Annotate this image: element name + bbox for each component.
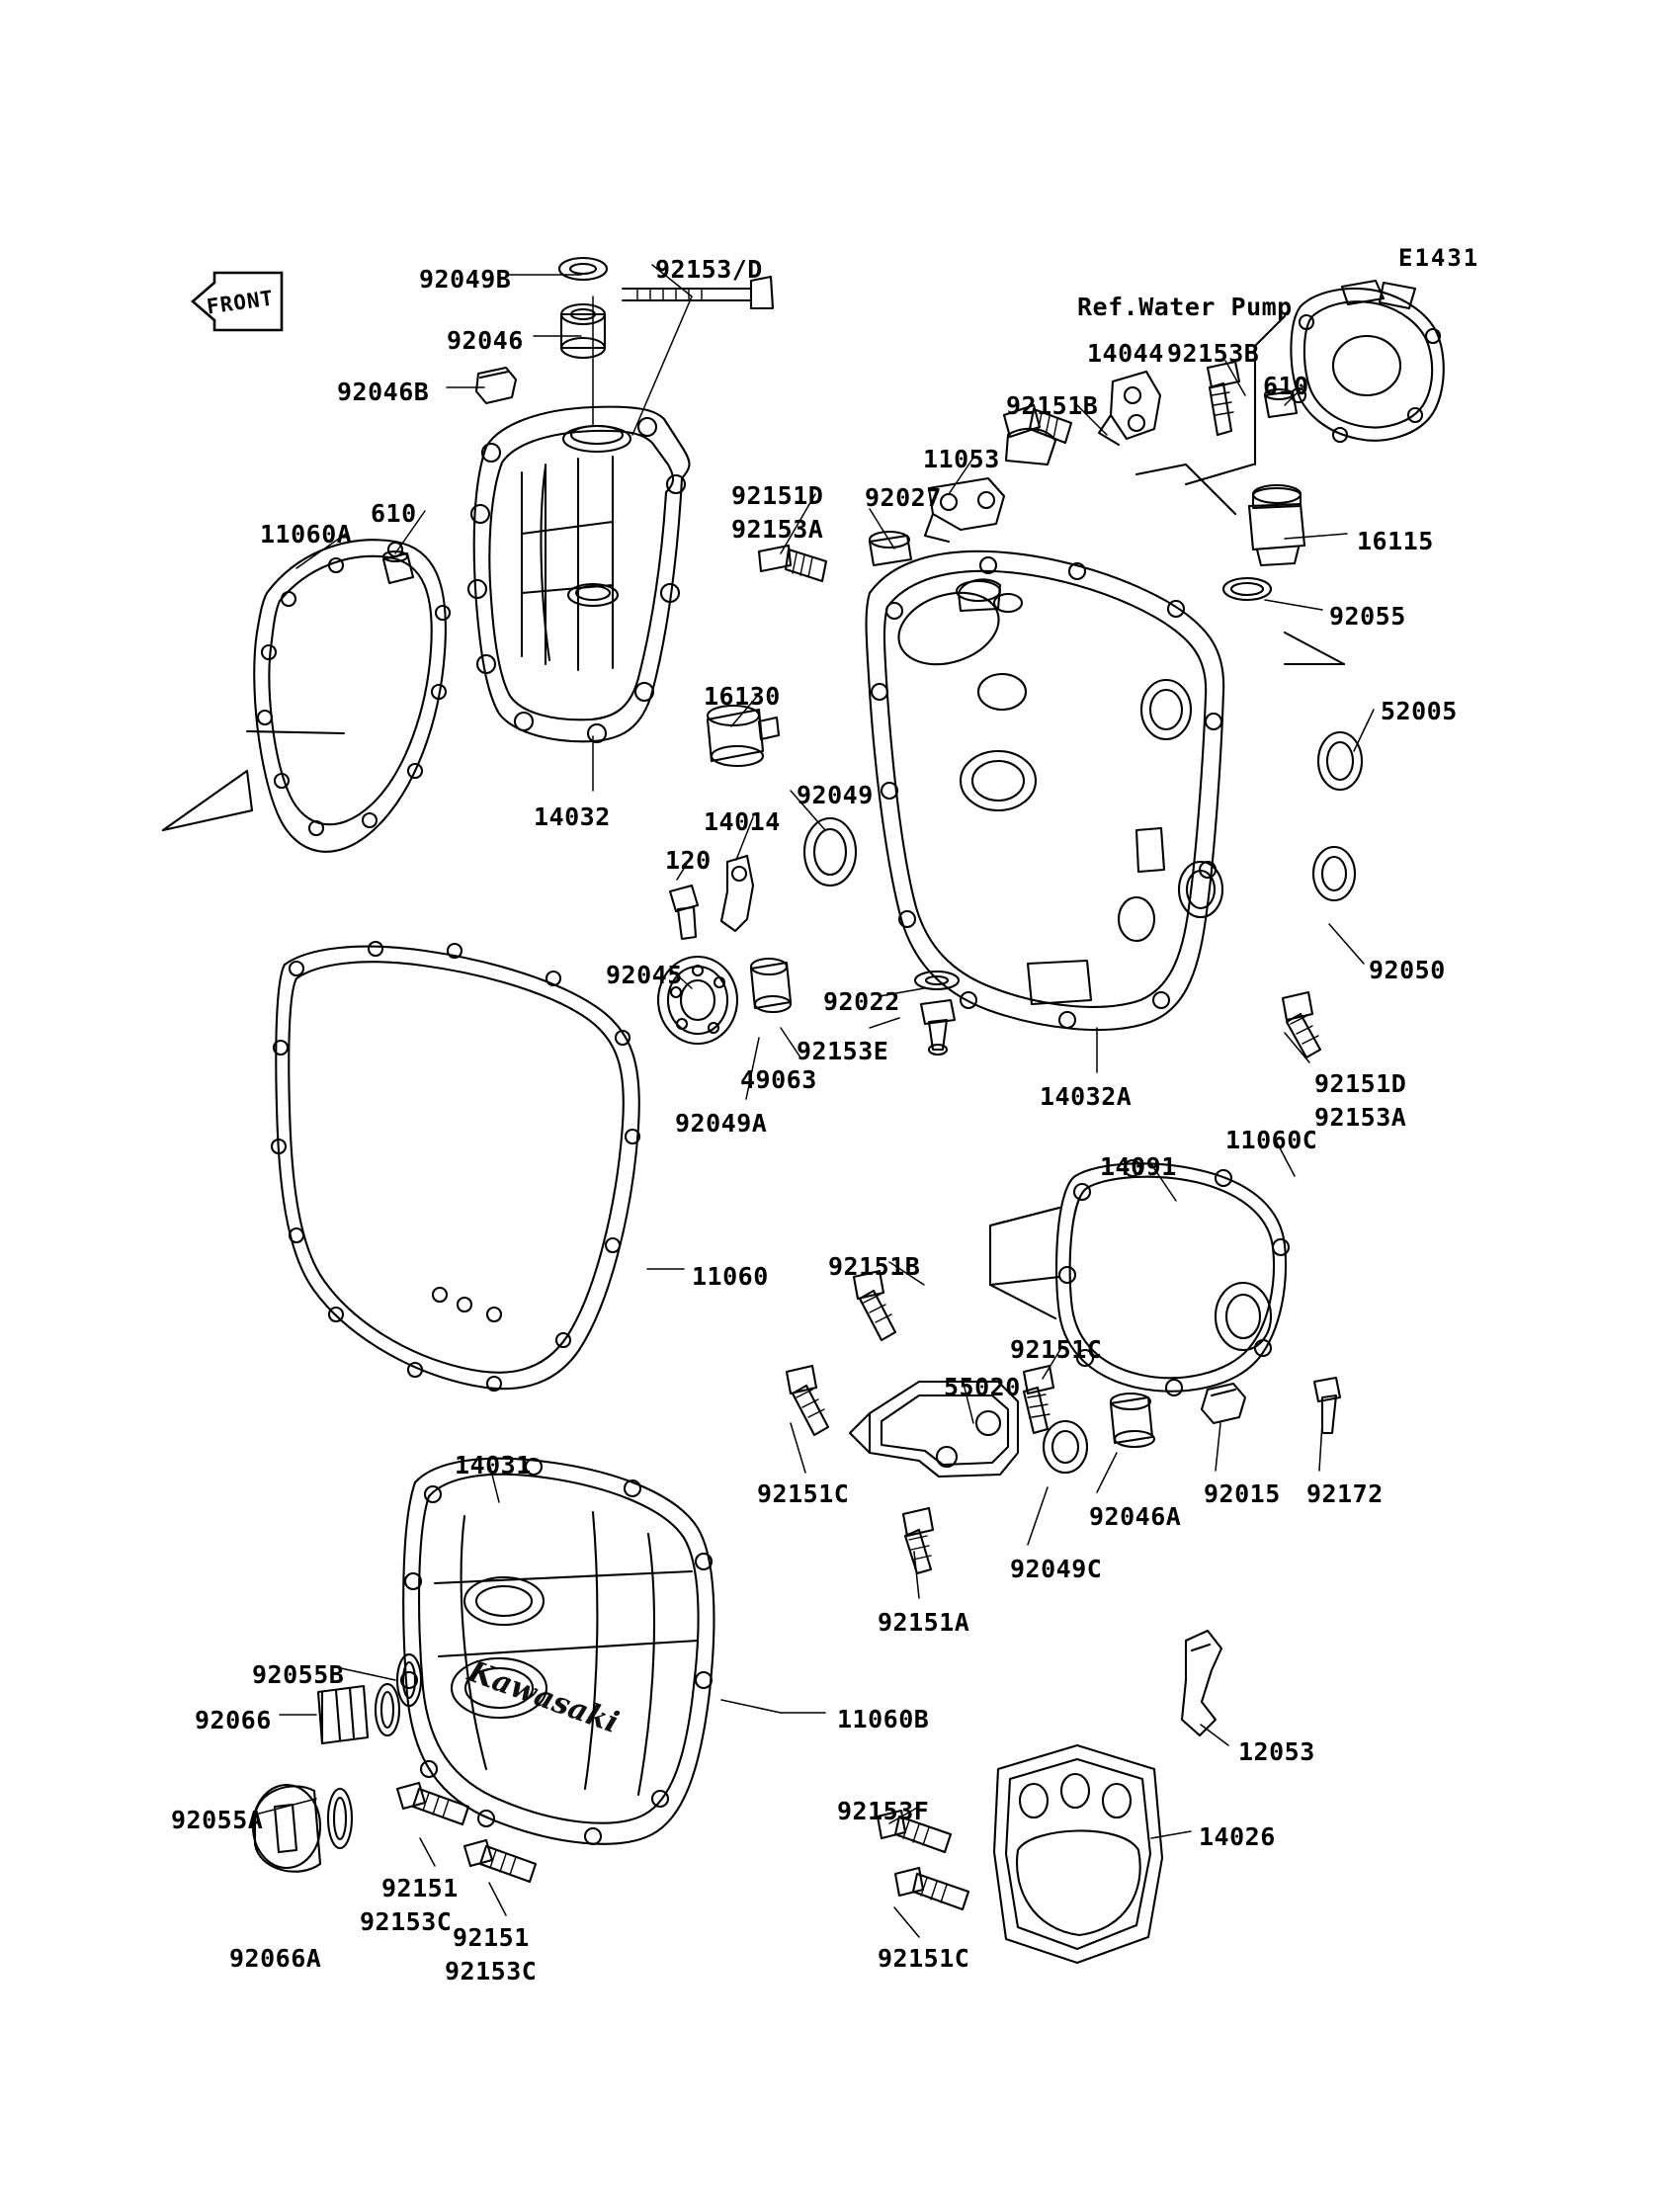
part-number-label[interactable]: 12053 — [1238, 1737, 1315, 1766]
part-number-label[interactable]: 92151 — [381, 1874, 459, 1902]
part-number-label[interactable]: 14032 — [534, 803, 611, 831]
part-number-label[interactable]: 92022 — [823, 987, 900, 1016]
part-number-label[interactable]: 92151C — [1010, 1335, 1103, 1364]
part-number-label[interactable]: 92049A — [675, 1109, 768, 1138]
part-number-label[interactable]: 120 — [665, 846, 712, 875]
brand-mark: Kawasaki — [462, 1653, 624, 1741]
front-marker-label: FRONT — [205, 286, 276, 319]
part-number-label[interactable]: 92055 — [1329, 602, 1406, 631]
part-number-label[interactable]: 92153A — [731, 515, 824, 544]
part-number-label[interactable]: 92151C — [757, 1479, 850, 1508]
part-number-label[interactable]: 92055B — [252, 1660, 345, 1689]
part-number-label[interactable]: 92066 — [195, 1706, 272, 1734]
part-number-label[interactable]: 92046 — [447, 326, 524, 355]
part-number-label[interactable]: 92045 — [606, 961, 683, 989]
part-number-label[interactable]: 92153E — [797, 1037, 889, 1065]
part-number-label[interactable]: 16115 — [1357, 527, 1434, 555]
part-number-label[interactable]: 92027 — [865, 483, 942, 512]
part-number-label[interactable]: 92046B — [337, 378, 430, 406]
part-number-label[interactable]: 92066A — [229, 1944, 322, 1973]
part-number-label[interactable]: 92153B — [1167, 339, 1260, 368]
part-number-label[interactable]: 92050 — [1369, 956, 1446, 984]
part-number-label[interactable]: 92046A — [1089, 1502, 1182, 1531]
part-number-label[interactable]: 11060B — [837, 1705, 930, 1733]
ref-water-pump-note: Ref.Water Pump — [1077, 293, 1293, 321]
part-number-label[interactable]: 92015 — [1204, 1479, 1281, 1508]
part-number-label[interactable]: 92049B — [419, 265, 512, 294]
part-number-label[interactable]: 92153/D — [655, 255, 763, 284]
part-number-label[interactable]: 92151D — [731, 481, 824, 510]
part-number-label[interactable]: 92151B — [828, 1252, 921, 1281]
part-number-label[interactable]: 610 — [1263, 372, 1309, 400]
part-number-label[interactable]: 14032A — [1040, 1082, 1133, 1111]
part-number-label[interactable]: 11060A — [260, 520, 353, 549]
part-number-label[interactable]: 92153C — [445, 1957, 538, 1986]
part-number-label[interactable]: 92151B — [1006, 391, 1099, 420]
part-number-label[interactable]: 92153F — [837, 1797, 930, 1825]
part-number-label[interactable]: 92153C — [360, 1907, 453, 1936]
part-number-label[interactable]: 92151D — [1314, 1069, 1407, 1098]
part-number-label[interactable]: 11053 — [923, 445, 1000, 473]
part-number-label[interactable]: 14091 — [1100, 1152, 1177, 1181]
part-number-label[interactable]: 52005 — [1381, 697, 1458, 725]
part-number-label[interactable]: 14044 — [1087, 339, 1164, 368]
part-number-label[interactable]: 92151A — [878, 1608, 970, 1637]
part-number-label[interactable]: 11060C — [1225, 1126, 1318, 1154]
part-number-label[interactable]: 92153A — [1314, 1103, 1407, 1132]
sheet-code: E1431 — [1398, 244, 1480, 272]
part-number-label[interactable]: 55020 — [944, 1373, 1021, 1401]
part-number-label[interactable]: 92049 — [797, 781, 874, 809]
part-number-label[interactable]: 92172 — [1306, 1479, 1384, 1508]
part-number-label[interactable]: 92151C — [878, 1944, 970, 1973]
part-number-label[interactable]: 92151 — [453, 1923, 530, 1952]
part-number-label[interactable]: 11060 — [692, 1262, 769, 1291]
part-number-label[interactable]: 16130 — [704, 682, 781, 711]
part-number-label[interactable]: 610 — [371, 499, 417, 528]
part-number-label[interactable]: 14031 — [455, 1451, 532, 1479]
part-number-label[interactable]: 49063 — [740, 1065, 817, 1094]
part-number-label[interactable]: 14014 — [704, 807, 781, 836]
part-number-label[interactable]: 92049C — [1010, 1555, 1103, 1583]
part-number-label[interactable]: 92055A — [171, 1806, 264, 1834]
part-number-label[interactable]: 14026 — [1199, 1822, 1276, 1851]
